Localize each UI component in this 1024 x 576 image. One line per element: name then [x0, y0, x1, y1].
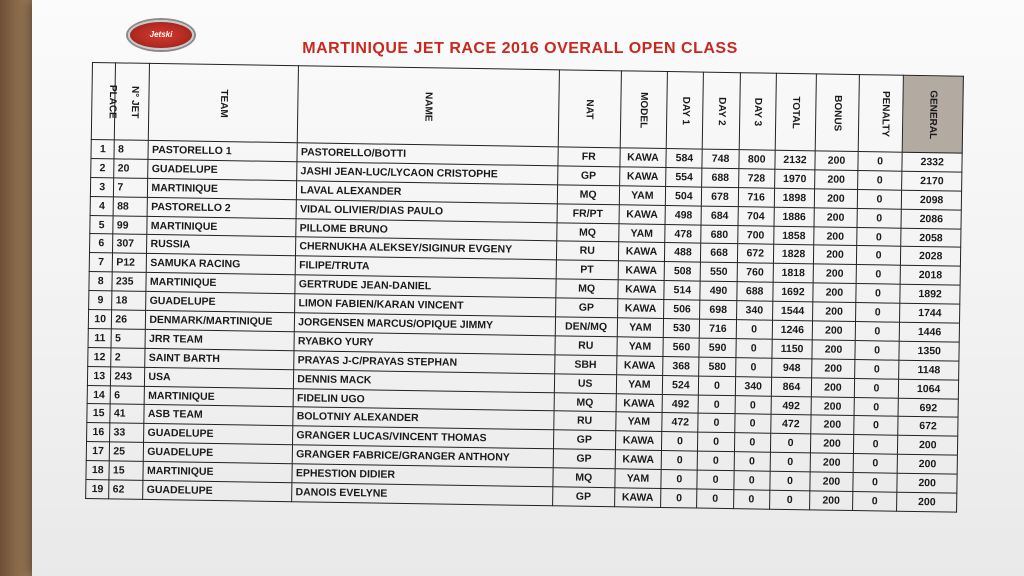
cell-general: 2332: [902, 152, 962, 172]
cell-total: 1818: [773, 264, 814, 284]
cell-day1: 0: [661, 470, 697, 489]
cell-jet: 5: [111, 329, 145, 348]
header-team: TEAM: [149, 63, 299, 142]
cell-nat: GP: [553, 449, 615, 469]
cell-bonus: 200: [810, 453, 853, 473]
header-total: TOTAL: [775, 73, 817, 151]
cell-total: 1692: [773, 282, 814, 302]
cell-day1: 368: [663, 356, 699, 375]
cell-name: PILLOME BRUNO: [296, 218, 557, 241]
cell-penalty: 0: [854, 378, 899, 398]
cell-team: SAINT BARTH: [145, 348, 294, 369]
cell-name: GERTRUDE JEAN-DANIEL: [295, 275, 556, 298]
cell-team: MARTINIQUE: [146, 273, 295, 294]
cell-bonus: 200: [814, 208, 857, 228]
cell-jet: 15: [109, 461, 143, 480]
cell-day1: 488: [665, 243, 701, 262]
cell-nat: GP: [552, 487, 614, 507]
cell-day1: 554: [666, 167, 702, 186]
cell-penalty: 0: [853, 416, 898, 436]
cell-model: KAWA: [619, 204, 666, 224]
cell-jet: 20: [114, 159, 148, 178]
cell-total: 1898: [774, 188, 815, 208]
cell-place: 14: [87, 385, 111, 404]
cell-team: GUADELUPE: [144, 424, 293, 445]
cell-total: 948: [771, 358, 812, 378]
cell-jet: 62: [109, 480, 143, 499]
cell-day2: 716: [700, 319, 736, 338]
cell-team: RUSSIA: [147, 235, 296, 256]
cell-penalty: 0: [855, 303, 900, 323]
cell-general: 200: [898, 436, 958, 456]
cell-model: YAM: [615, 412, 662, 432]
cell-total: 472: [771, 415, 812, 435]
cell-model: KAWA: [618, 261, 665, 281]
cell-team: USA: [145, 367, 294, 388]
results-table: [85, 62, 964, 513]
cell-name: PRAYAS J-C/PRAYAS STEPHAN: [294, 351, 555, 374]
cell-general: 1892: [900, 284, 960, 304]
cell-model: YAM: [617, 318, 664, 338]
cell-penalty: 0: [858, 152, 903, 172]
cell-total: 1828: [773, 245, 814, 265]
cell-model: YAM: [618, 223, 665, 243]
cell-nat: GP: [553, 430, 615, 450]
header-model: MODEL: [620, 71, 668, 149]
cell-general: 2018: [900, 266, 960, 286]
cell-name: GRANGER FABRICE/GRANGER ANTHONY: [293, 445, 554, 468]
cell-total: 1970: [774, 169, 815, 189]
cell-bonus: 200: [814, 226, 857, 246]
cell-team: GUADELUPE: [146, 292, 295, 313]
cell-general: 2058: [901, 228, 961, 248]
cell-day2: 668: [701, 244, 737, 263]
cell-day3: 0: [736, 320, 772, 339]
cell-name: RYABKO YURY: [294, 332, 555, 355]
cell-place: 18: [86, 461, 110, 480]
cell-team: SAMUKA RACING: [147, 254, 296, 275]
cell-model: KAWA: [617, 299, 664, 319]
cell-penalty: 0: [856, 246, 901, 266]
cell-day2: 0: [697, 489, 733, 508]
cell-day2: 580: [699, 357, 735, 376]
cell-total: 0: [769, 490, 810, 510]
cell-penalty: 0: [857, 189, 902, 209]
cell-day1: 478: [665, 224, 701, 243]
cell-bonus: 200: [814, 189, 857, 209]
cell-name: DANOIS EVELYNE: [292, 483, 553, 506]
cell-jet: 18: [112, 291, 146, 310]
cell-general: 2086: [901, 209, 961, 229]
cell-total: 864: [771, 377, 812, 397]
header-place: PLACE: [91, 63, 116, 140]
cell-general: 200: [897, 473, 957, 493]
cell-day2: 590: [699, 338, 735, 357]
cell-place: 15: [87, 404, 111, 423]
cell-bonus: 200: [812, 359, 855, 379]
cell-team: GUADELUPE: [144, 443, 293, 464]
cell-general: 692: [898, 398, 958, 418]
cell-penalty: 0: [857, 208, 902, 228]
cell-place: 1: [91, 139, 115, 158]
cell-total: 0: [770, 471, 811, 491]
cell-day3: 0: [734, 414, 770, 433]
cell-jet: 235: [112, 272, 146, 291]
cell-jet: 41: [110, 404, 144, 423]
cell-general: 200: [897, 454, 957, 474]
cell-place: 9: [89, 291, 113, 310]
cell-jet: 8: [114, 140, 148, 159]
cell-general: 1446: [900, 322, 960, 342]
cell-day3: 728: [738, 169, 774, 188]
cell-name: VIDAL OLIVIER/DIAS PAULO: [296, 199, 557, 222]
cell-day2: 748: [702, 149, 738, 168]
cell-team: PASTORELLO 1: [148, 140, 297, 161]
cell-general: 2028: [901, 247, 961, 267]
cell-team: MARTINIQUE: [148, 178, 297, 199]
cell-day1: 530: [664, 319, 700, 338]
cell-nat: DEN/MQ: [555, 317, 617, 337]
cell-total: 0: [770, 434, 811, 454]
cell-bonus: 200: [810, 472, 853, 492]
cell-penalty: 0: [856, 227, 901, 247]
cell-penalty: 0: [853, 435, 898, 455]
cell-nat: MQ: [557, 222, 619, 242]
cell-model: KAWA: [614, 488, 661, 508]
cell-place: 12: [88, 347, 112, 366]
cell-penalty: 0: [854, 397, 899, 417]
cell-place: 7: [89, 253, 113, 272]
cell-day1: 0: [661, 451, 697, 470]
cell-jet: 2: [111, 348, 145, 367]
cell-bonus: 200: [811, 396, 854, 416]
cell-place: 11: [88, 328, 112, 347]
cell-place: 4: [90, 196, 114, 215]
cell-bonus: 200: [812, 340, 855, 360]
cell-model: KAWA: [617, 280, 664, 300]
cell-day1: 506: [664, 300, 700, 319]
cell-day2: 490: [700, 281, 736, 300]
cell-name: GRANGER LUCAS/VINCENT THOMAS: [293, 426, 554, 449]
cell-day1: 524: [663, 375, 699, 394]
cell-day1: 472: [662, 413, 698, 432]
cell-team: MARTINIQUE: [147, 216, 296, 237]
cell-bonus: 200: [814, 245, 857, 265]
cell-nat: MQ: [556, 279, 618, 299]
cell-team: GUADELUPE: [148, 159, 297, 180]
cell-model: KAWA: [615, 450, 662, 470]
cell-jet: 7: [114, 178, 148, 197]
cell-general: 1350: [899, 341, 959, 361]
cell-general: 200: [897, 492, 957, 512]
cell-nat: RU: [555, 336, 617, 356]
header-bonus: BONUS: [815, 74, 859, 152]
cell-bonus: 200: [813, 302, 856, 322]
cell-total: 1858: [773, 226, 814, 246]
cell-general: 1064: [899, 379, 959, 399]
cell-day3: 0: [733, 490, 769, 509]
cell-bonus: 200: [811, 434, 854, 454]
cell-nat: SBH: [555, 355, 617, 375]
cell-place: 19: [86, 479, 110, 498]
cell-day3: 672: [737, 244, 773, 263]
cell-model: YAM: [619, 186, 666, 206]
header-general: GENERAL: [903, 75, 964, 153]
cell-nat: RU: [554, 411, 616, 431]
cell-day1: 560: [663, 337, 699, 356]
cell-jet: 307: [113, 234, 147, 253]
cell-name: EPHESTION DIDIER: [292, 464, 553, 487]
cell-penalty: 0: [855, 322, 900, 342]
cell-place: 2: [91, 158, 115, 177]
cell-day3: 716: [738, 187, 774, 206]
cell-day2: 0: [699, 395, 735, 414]
cell-general: 1148: [899, 360, 959, 380]
cell-day1: 0: [662, 432, 698, 451]
cell-penalty: 0: [857, 170, 902, 190]
header-row: [91, 63, 963, 154]
cell-day3: 800: [739, 150, 775, 169]
cell-total: 1150: [772, 339, 813, 359]
cell-jet: 6: [111, 385, 145, 404]
cell-day2: 550: [701, 262, 737, 281]
header-day3: DAY 3: [739, 73, 776, 151]
cell-total: 0: [770, 452, 811, 472]
header-name: NAME: [298, 66, 560, 147]
cell-bonus: 200: [810, 491, 853, 511]
cell-penalty: 0: [853, 473, 898, 493]
cell-general: 1744: [900, 303, 960, 323]
cell-day1: 0: [661, 489, 697, 508]
cell-penalty: 0: [853, 454, 898, 474]
cell-place: 6: [90, 234, 114, 253]
cell-place: 3: [90, 177, 114, 196]
cell-day3: 0: [734, 433, 770, 452]
cell-day1: 492: [662, 394, 698, 413]
cell-day2: 698: [700, 300, 736, 319]
cell-day1: 584: [666, 149, 702, 168]
cell-day3: 760: [737, 263, 773, 282]
header-day2: DAY 2: [703, 72, 740, 150]
cell-day1: 498: [665, 205, 701, 224]
cell-total: 492: [771, 396, 812, 416]
cell-day2: 0: [698, 451, 734, 470]
cell-name: JASHI JEAN-LUC/LYCAON CRISTOPHE: [297, 162, 558, 185]
cell-bonus: 200: [815, 170, 858, 190]
cell-team: PASTORELLO 2: [148, 197, 297, 218]
cell-day2: 0: [697, 470, 733, 489]
cell-day1: 508: [664, 262, 700, 281]
cell-penalty: 0: [852, 492, 897, 512]
cell-place: 13: [87, 366, 111, 385]
cell-day2: 678: [702, 187, 738, 206]
cell-nat: FR/PT: [557, 203, 619, 223]
cell-bonus: 200: [815, 151, 858, 171]
cell-day1: 514: [664, 281, 700, 300]
cell-day2: 0: [698, 432, 734, 451]
cell-nat: FR: [558, 147, 620, 167]
cell-day3: 688: [736, 282, 772, 301]
cell-bonus: 200: [812, 321, 855, 341]
cell-model: KAWA: [616, 393, 663, 413]
cell-jet: 88: [113, 197, 147, 216]
cell-general: 2098: [902, 190, 962, 210]
cell-total: 1544: [772, 301, 813, 321]
cell-name: LAVAL ALEXANDER: [297, 181, 558, 204]
cell-place: 16: [87, 423, 111, 442]
cell-model: KAWA: [618, 242, 665, 262]
header-penalty: PENALTY: [858, 75, 904, 153]
cell-name: LIMON FABIEN/KARAN VINCENT: [295, 294, 556, 317]
cell-jet: 243: [111, 367, 145, 386]
cell-model: KAWA: [619, 167, 666, 187]
cell-model: YAM: [616, 374, 663, 394]
cell-total: 2132: [775, 150, 816, 170]
cell-place: 5: [90, 215, 114, 234]
cell-nat: MQ: [554, 392, 616, 412]
cell-day2: 684: [701, 206, 737, 225]
cell-name: DENNIS MACK: [294, 369, 555, 392]
cell-day3: 0: [735, 395, 771, 414]
cell-model: YAM: [616, 337, 663, 357]
cell-day3: 704: [738, 206, 774, 225]
cell-jet: 99: [113, 215, 147, 234]
cell-day2: 0: [698, 414, 734, 433]
cell-total: 1246: [772, 320, 813, 340]
cell-day3: 0: [733, 471, 769, 490]
cell-penalty: 0: [856, 284, 901, 304]
results-body: [86, 139, 963, 512]
cell-team: DENMARK/MARTINIQUE: [146, 310, 295, 331]
cell-team: MARTINIQUE: [145, 386, 294, 407]
cell-nat: MQ: [557, 185, 619, 205]
cell-jet: P12: [113, 253, 147, 272]
cell-nat: GP: [557, 166, 619, 186]
cell-place: 17: [86, 442, 110, 461]
cell-nat: US: [554, 373, 616, 393]
cell-day3: 340: [735, 376, 771, 395]
cell-bonus: 200: [813, 264, 856, 284]
cell-name: BOLOTNIY ALEXANDER: [293, 407, 554, 430]
cell-general: 2170: [902, 171, 962, 191]
cell-name: FILIPE/TRUTA: [295, 256, 556, 279]
cell-model: KAWA: [616, 356, 663, 376]
cell-name: JORGENSEN MARCUS/OPIQUE JIMMY: [295, 313, 556, 336]
cell-nat: RU: [556, 241, 618, 261]
cell-total: 1886: [774, 207, 815, 227]
cell-day3: 0: [734, 452, 770, 471]
cell-day2: 0: [699, 376, 735, 395]
cell-day3: 700: [737, 225, 773, 244]
cell-name: FIDELIN UGO: [293, 388, 554, 411]
cell-general: 672: [898, 417, 958, 437]
cell-jet: 25: [110, 442, 144, 461]
cell-nat: GP: [555, 298, 617, 318]
header-jet: N° JET: [115, 63, 150, 141]
header-nat: NAT: [558, 70, 621, 148]
cell-jet: 26: [112, 310, 146, 329]
document-title: MARTINIQUE JET RACE 2016 OVERALL OPEN CLASS: [302, 40, 738, 57]
cell-day3: 340: [736, 301, 772, 320]
cell-day1: 504: [666, 186, 702, 205]
cell-place: 10: [88, 309, 112, 328]
cell-name: CHERNUKHA ALEKSEY/SIGINUR EVGENY: [296, 237, 557, 260]
cell-bonus: 200: [812, 378, 855, 398]
cell-day3: 0: [736, 339, 772, 358]
cell-bonus: 200: [811, 415, 854, 435]
cell-penalty: 0: [855, 340, 900, 360]
cell-model: YAM: [614, 469, 661, 489]
cell-day2: 688: [702, 168, 738, 187]
cell-bonus: 200: [813, 283, 856, 303]
cell-day2: 680: [701, 225, 737, 244]
cell-jet: 33: [110, 423, 144, 442]
cell-place: 8: [89, 272, 113, 291]
cell-team: ASB TEAM: [144, 405, 293, 426]
cell-penalty: 0: [854, 359, 899, 379]
cell-penalty: 0: [856, 265, 901, 285]
cell-team: GUADELUPE: [143, 480, 292, 501]
cell-name: PASTORELLO/BOTTI: [297, 143, 558, 166]
cell-model: KAWA: [619, 148, 666, 168]
cell-day3: 0: [735, 357, 771, 376]
cell-model: KAWA: [615, 431, 662, 451]
cell-team: JRR TEAM: [145, 329, 294, 350]
cell-team: MARTINIQUE: [143, 462, 292, 483]
cell-nat: PT: [556, 260, 618, 280]
cell-nat: MQ: [553, 468, 615, 488]
logo-text: Jetski: [149, 30, 173, 39]
header-day1: DAY 1: [667, 72, 704, 150]
